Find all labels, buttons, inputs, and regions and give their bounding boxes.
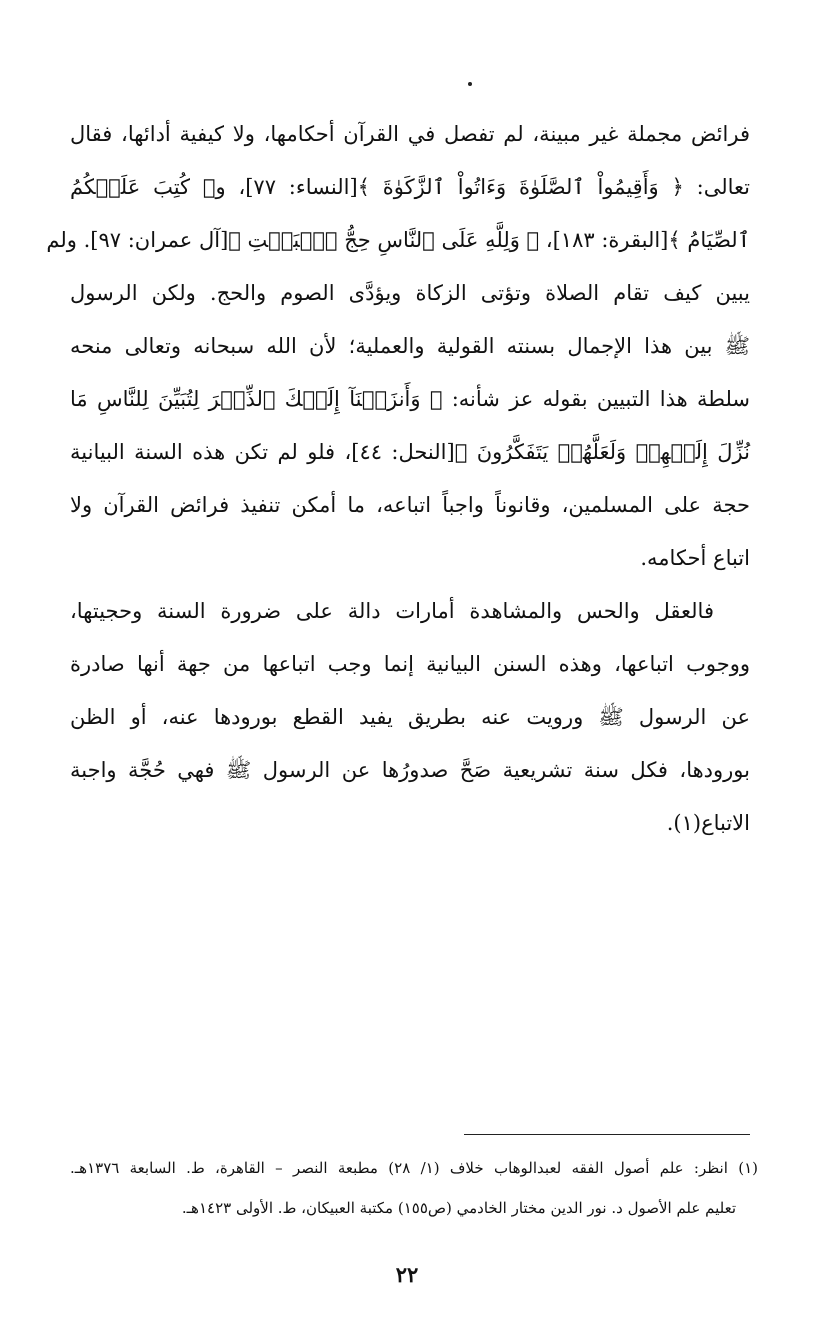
page-number: ٢٢ (395, 1262, 419, 1287)
text-line: بورودها، فكل سنة تشريعية صَحَّ صدورُها عن الرسول ﷺ فهي حُجَّة واجبة (70, 758, 750, 782)
text-line: تعالى: ﴿ وَأَقِيمُواْ ٱلصَّلَوٰةَ وَءَاتُواْ ٱلزَّكَوٰةَ ﴾[النساء: ٧٧]، و﴿ كُتِبَ عَلَيۡكُمُ (70, 175, 750, 199)
paragraph-start-line: فالعقل والحس والمشاهدة أمارات دالة على ضرورة السنة وحجيتها، (70, 599, 714, 623)
footnotes (70, 1148, 758, 1228)
footnote-line: (١) انظر: علم أصول الفقه لعبدالوهاب خلاف (١/ ٢٨) مطبعة النصر – القاهرة، ط. السابعة ١٣٧٦هـ. (70, 1159, 758, 1177)
footnote-separator (464, 1134, 750, 1135)
text-line: اتباع أحكامه. (640, 546, 750, 570)
text-line: نُزِّلَ إِلَيۡهِمۡ وَلَعَلَّهُمۡ يَتَفَكَّرُونَ ﴾[النحل: ٤٤]، فلو لم تكن هذه السنة البيانية (70, 440, 750, 464)
text-line: يبين كيف تقام الصلاة وتؤتى الزكاة ويؤدَّى الصوم والحج. ولكن الرسول (70, 281, 750, 305)
text-line: ووجوب اتباعها، وهذه السنن البيانية إنما وجب اتباعها من جهة أنها صادرة (70, 652, 750, 676)
header-dot (468, 82, 472, 86)
text-line: ﷺ بين هذا الإجمال بسنته القولية والعملية؛ لأن الله سبحانه وتعالى منحه (70, 334, 750, 358)
footnote-line: تعليم علم الأصول د. نور الدين مختار الخادمي (ص١٥٥) مكتبة العبيكان، ط. الأولى ١٤٢٣هـ. (181, 1199, 736, 1217)
text-line: فرائض مجملة غير مبينة، لم تفصل في القرآن أحكامها، ولا كيفية أدائها، فقال (70, 122, 750, 146)
text-line: سلطة هذا التبيين بقوله عز شأنه: ﴿ وَأَنزَلۡنَآ إِلَيۡكَ ٱلذِّكۡرَ لِتُبَيِّنَ لِلنَّاسِ مَا (70, 387, 750, 411)
text-line: ٱلصِّيَامُ ﴾[البقرة: ١٨٣]، ﴿ وَلِلَّهِ عَلَى ٱلنَّاسِ حِجُّ ٱلۡبَيۡتِ ﴾[آل عمران: ٩٧]. ولم (46, 228, 750, 252)
main-text (46, 108, 750, 850)
text-line: حجة على المسلمين، وقانوناً واجباً اتباعه، ما أمكن تنفيذ فرائض القرآن ولا (70, 493, 750, 517)
text-line: الاتباع(١). (666, 811, 750, 835)
text-line: عن الرسول ﷺ ورويت عنه بطريق يفيد القطع بورودها عنه، أو الظن (70, 705, 750, 729)
